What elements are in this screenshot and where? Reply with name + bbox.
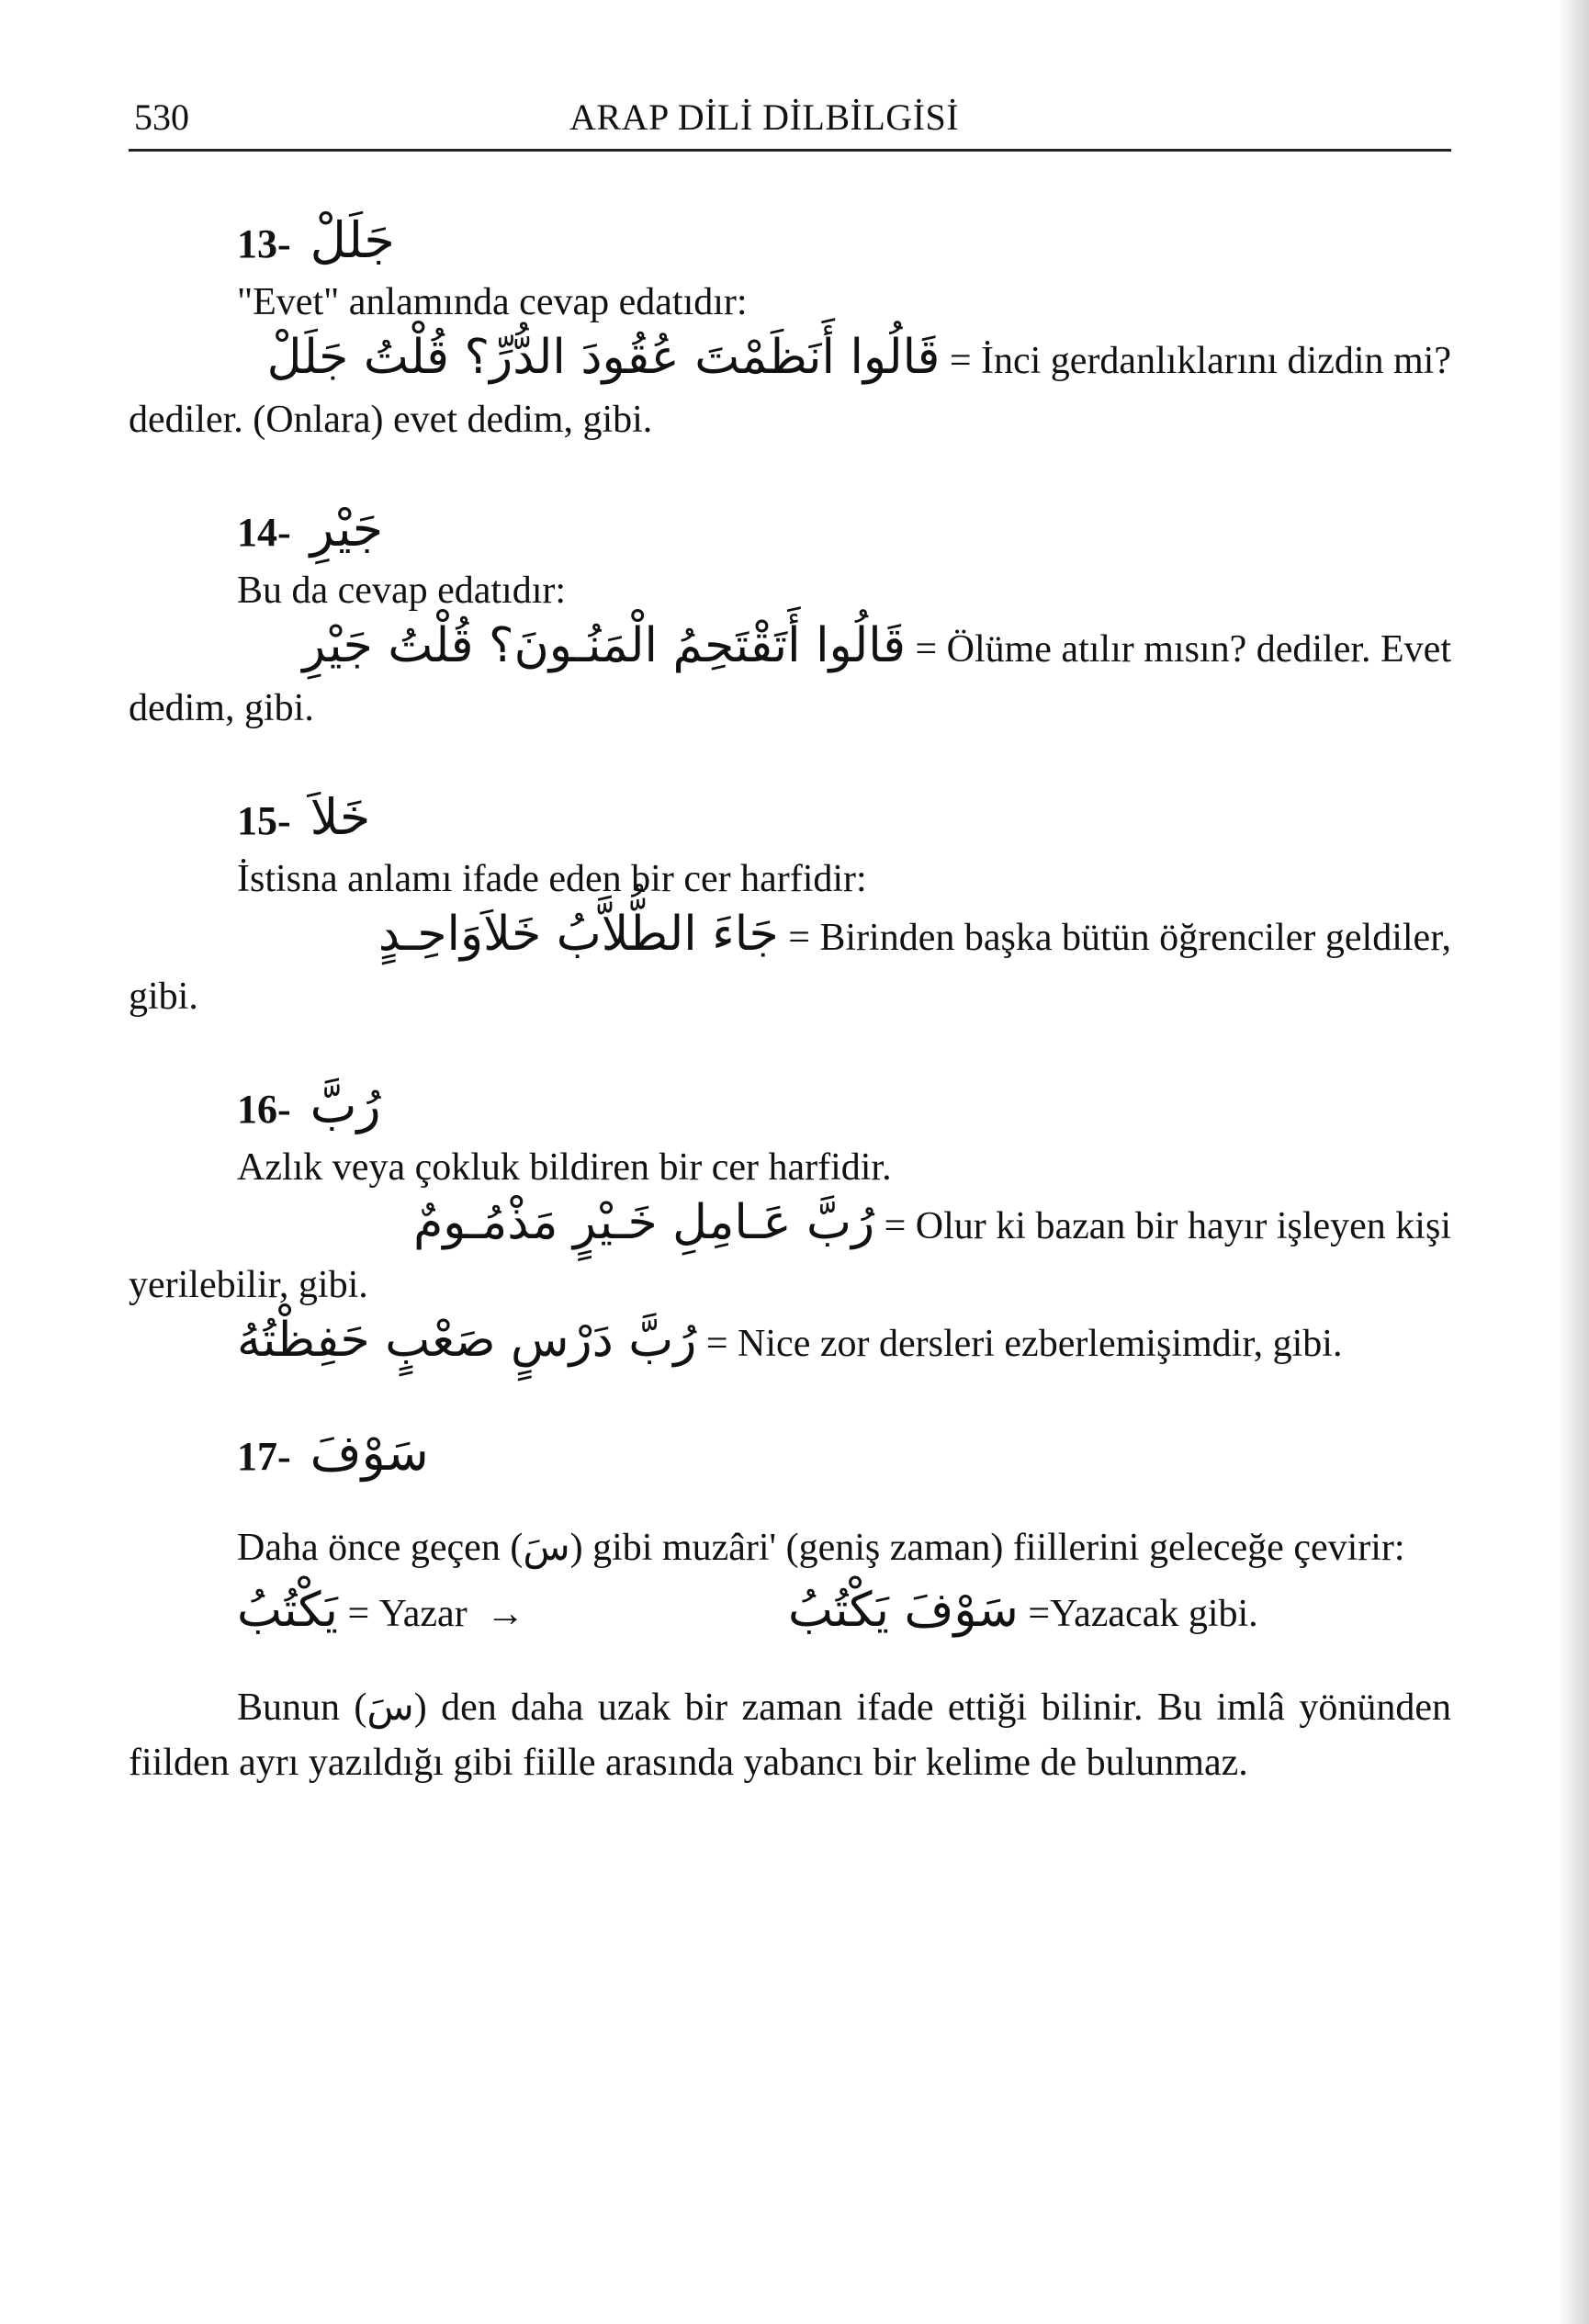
running-title: ARAP DİLİ DİLBİLGİSİ [569,96,960,138]
entry-number: 15- [237,798,291,843]
example-continuation: dediler. (Onlara) evet dedim, gibi. [129,399,653,441]
example-line [237,618,1451,677]
arrow-right-icon: → [486,1593,525,1635]
example-translation: = Ölüme atılır mısın? dediler. Evet [915,628,1451,671]
entry-arabic-word: رُبَّ [310,1077,381,1134]
entry-14 [129,495,1451,736]
example-arabic: يَكْتُبُ [237,1583,338,1638]
example-continuation: dedim, gibi. [129,687,314,729]
entry-description: "Evet" anlamında cevap edatıdır: [237,281,748,323]
example-arabic: قَالُوا أَتَقْتَحِمُ الْمَنُـونَ؟ قُلْتُ جَيْرِ [302,618,906,673]
example-translation: = Yazar [347,1593,468,1635]
example-line [237,1195,1451,1254]
scan-edge-shadow [1556,0,1589,2324]
entry-arabic-word: سَوْفَ [310,1424,429,1482]
example-translation: =Yazacak gibi. [1028,1593,1258,1635]
entry-heading [237,1072,1451,1140]
example-future [788,1583,1258,1641]
entry-number: 13- [237,221,291,266]
spacer [129,1647,1451,1680]
example-pair [237,1583,1451,1647]
example-arabic: قَالُوا أَنَظَمْتَ عُقُودَ الدُّرِّ؟ قُلْتُ جَلَلْ [266,330,941,385]
example-line [237,330,1451,389]
example-present [237,1583,524,1641]
example-translation: = Birinden başka bütün öğrenciler geldiler, [788,917,1451,959]
example-arabic: رُبَّ عَـامِلِ خَـيْرٍ مَذْمُـومٌ [413,1195,875,1250]
example-translation: = İnci gerdanlıklarını dizdin mi? [949,340,1451,382]
entry-number: 16- [237,1087,291,1132]
page-content [129,207,1451,1838]
entry-heading [237,207,1451,275]
entry-description: Azlık veya çokluk bildiren bir cer harfidir. [237,1146,892,1189]
entry-description: İstisna anlamı ifade eden bir cer harfidir: [237,858,867,900]
example-translation: = Nice zor dersleri ezberlemişimdir, gibi. [705,1323,1343,1365]
paragraph: Daha önce geçen (سَ) gibi muzâri' (geniş zaman) fiillerini geleceğe çevirir: [237,1527,1405,1569]
entry-description: Bu da cevap edatıdır: [237,570,567,612]
entry-arabic-word: خَلاَ [310,788,371,846]
entry-16 [129,1072,1451,1371]
example-line [237,1313,1451,1371]
entry-heading [237,1419,1451,1487]
paragraph: Bunun (سَ) den daha uzak bir zaman ifade ettiği bilinir. Bu imlâ yönünden fiilden ayrı yazıldığı gibi fiille arasında yabancı bir kelime de bulunmaz. [129,1687,1451,1784]
entry-heading [237,495,1451,563]
entry-15 [129,784,1451,1024]
example-continuation: gibi. [129,976,198,1018]
entry-arabic-word: جَلَلْ [310,211,395,269]
spacer [129,1487,1451,1520]
entry-13 [129,207,1451,447]
entry-number: 14- [237,510,291,555]
entry-17 [129,1419,1451,1790]
entry-arabic-word: جَيْرِ [310,500,384,558]
example-arabic: جَاءَ الطُّلاَّبُ خَلاَوَاحِـدٍ [378,907,779,962]
page-header [129,92,1451,152]
example-translation: = Olur ki bazan bir hayır işleyen kişi [884,1205,1451,1247]
page-number: 530 [134,96,189,138]
entry-number: 17- [237,1434,291,1479]
example-arabic: سَوْفَ يَكْتُبُ [788,1583,1019,1638]
example-continuation: yerilebilir, gibi. [129,1264,368,1306]
entry-heading [237,784,1451,852]
example-arabic: رُبَّ دَرْسٍ صَعْبٍ حَفِظْتُهُ [237,1313,697,1368]
example-line [237,907,1451,965]
